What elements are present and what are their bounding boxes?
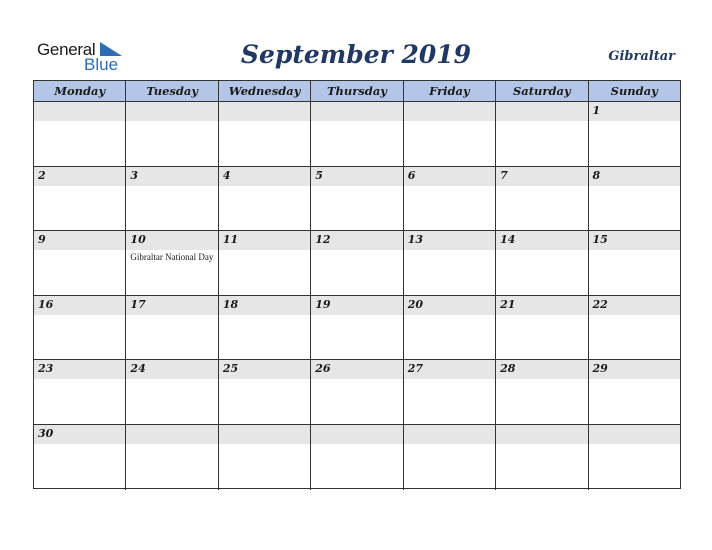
day-number-band — [126, 296, 217, 315]
day-number-band — [126, 360, 217, 379]
day-cell — [125, 425, 217, 490]
weekday-header: Friday — [403, 81, 495, 101]
day-number-band — [404, 425, 495, 444]
day-cell — [125, 360, 217, 424]
day-number: 2 — [38, 168, 46, 182]
logo-general-text: General — [37, 40, 96, 59]
day-number-band — [311, 360, 402, 379]
day-number: 21 — [500, 297, 516, 311]
day-number-band — [34, 167, 125, 186]
day-number: 1 — [592, 104, 601, 117]
day-cell — [310, 231, 402, 295]
day-number: 28 — [500, 362, 516, 376]
day-number: 10 — [130, 233, 146, 247]
day-cell — [310, 425, 402, 490]
day-cell — [495, 425, 587, 490]
day-cell — [403, 102, 495, 166]
week-row — [34, 360, 680, 425]
day-cell — [588, 360, 680, 424]
region-label: Gibraltar — [608, 49, 675, 64]
day-cell — [310, 102, 402, 166]
day-number: 8 — [592, 168, 601, 182]
day-number-band — [589, 167, 680, 186]
day-number-band — [496, 425, 587, 444]
day-number-band — [496, 167, 587, 186]
day-cell — [403, 425, 495, 490]
day-number: 14 — [500, 233, 516, 247]
day-cell — [588, 296, 680, 360]
day-number-band — [589, 231, 680, 250]
day-number-band — [589, 296, 680, 315]
weekday-header: Tuesday — [125, 81, 217, 101]
day-number-band — [404, 167, 495, 186]
day-number: 30 — [38, 426, 54, 440]
weekday-header: Monday — [54, 84, 106, 98]
day-number-band — [219, 360, 310, 379]
weekday-header: Saturday — [495, 81, 587, 101]
day-number: 29 — [592, 362, 608, 376]
day-number-band — [404, 360, 495, 379]
day-cell — [403, 167, 495, 231]
week-row — [34, 231, 680, 296]
day-cell — [310, 167, 402, 231]
day-number-band — [126, 231, 217, 250]
day-number-band — [126, 425, 217, 444]
day-cell — [403, 360, 495, 424]
day-number-band — [219, 167, 310, 186]
day-cell — [588, 425, 680, 490]
weekday-header: Thursday — [310, 81, 402, 101]
day-number: 11 — [222, 233, 239, 247]
day-cell — [588, 231, 680, 295]
day-cell — [218, 167, 310, 231]
weekday-header-row — [34, 81, 680, 102]
day-cell — [218, 231, 310, 295]
day-number-band — [126, 167, 217, 186]
day-number: 25 — [222, 362, 239, 376]
day-number: 7 — [500, 168, 508, 182]
day-number-band — [311, 425, 402, 444]
day-cell — [125, 102, 217, 166]
day-cell — [588, 102, 680, 166]
day-number: 20 — [407, 297, 423, 311]
day-cell — [218, 102, 310, 166]
day-cell — [403, 231, 495, 295]
week-row — [34, 425, 680, 490]
day-number-band — [404, 102, 495, 121]
day-cell — [125, 231, 217, 295]
day-number-band — [219, 296, 310, 315]
week-row — [34, 167, 680, 232]
day-number: 6 — [407, 168, 416, 182]
day-number-band — [404, 296, 495, 315]
day-cell — [495, 296, 587, 360]
day-cell — [310, 296, 402, 360]
day-number: 18 — [222, 297, 239, 311]
day-cell — [34, 360, 125, 424]
day-number: 27 — [407, 362, 423, 376]
day-cell — [34, 296, 125, 360]
day-number-band — [34, 231, 125, 250]
day-number: 12 — [315, 233, 331, 247]
calendar-grid — [33, 80, 681, 489]
day-cell — [310, 360, 402, 424]
day-cell — [34, 102, 125, 166]
day-cell — [495, 360, 587, 424]
week-row — [34, 102, 680, 167]
day-cell — [588, 167, 680, 231]
day-number-band — [496, 296, 587, 315]
day-number-band — [34, 296, 125, 315]
day-number-band — [404, 231, 495, 250]
day-number-band — [589, 425, 680, 444]
day-number-band — [219, 425, 310, 444]
day-number-band — [126, 102, 217, 121]
day-number-band — [589, 102, 680, 121]
day-number: 3 — [130, 168, 139, 182]
weekday-header: Sunday — [588, 81, 680, 101]
day-cell — [403, 296, 495, 360]
day-number-band — [496, 102, 587, 121]
day-number: 4 — [222, 168, 231, 182]
holiday-label: Gibraltar National Day — [130, 252, 214, 263]
day-cell — [34, 231, 125, 295]
day-number: 16 — [38, 297, 54, 311]
logo-blue-text: Blue — [84, 55, 119, 74]
day-cell — [125, 296, 217, 360]
day-number-band — [311, 167, 402, 186]
calendar-title: September 2019 — [240, 40, 472, 69]
day-number-band — [496, 231, 587, 250]
day-cell — [34, 167, 125, 231]
day-number: 19 — [315, 297, 331, 311]
day-cell — [218, 296, 310, 360]
week-row — [34, 296, 680, 361]
day-number-band — [34, 425, 125, 444]
day-number-band — [589, 360, 680, 379]
day-cell — [495, 167, 587, 231]
day-cell — [218, 425, 310, 490]
day-number: 15 — [592, 233, 608, 247]
day-number-band — [34, 102, 125, 121]
weekday-header: Wednesday — [218, 81, 310, 101]
day-number: 23 — [38, 362, 54, 376]
day-number: 9 — [38, 233, 46, 247]
day-cell — [125, 167, 217, 231]
day-number-band — [311, 296, 402, 315]
day-number: 22 — [592, 297, 608, 311]
weeks-container — [34, 102, 680, 490]
day-number-band — [496, 360, 587, 379]
day-cell — [495, 102, 587, 166]
day-cell — [34, 425, 125, 490]
day-number: 5 — [315, 168, 323, 182]
day-cell — [495, 231, 587, 295]
day-number: 24 — [130, 362, 146, 376]
day-number-band — [34, 360, 125, 379]
day-number-band — [311, 102, 402, 121]
day-cell — [218, 360, 310, 424]
day-number-band — [219, 102, 310, 121]
day-number-band — [311, 231, 402, 250]
day-number: 13 — [407, 233, 423, 247]
day-number-band — [219, 231, 310, 250]
day-number: 17 — [130, 297, 146, 311]
day-number: 26 — [315, 362, 331, 376]
